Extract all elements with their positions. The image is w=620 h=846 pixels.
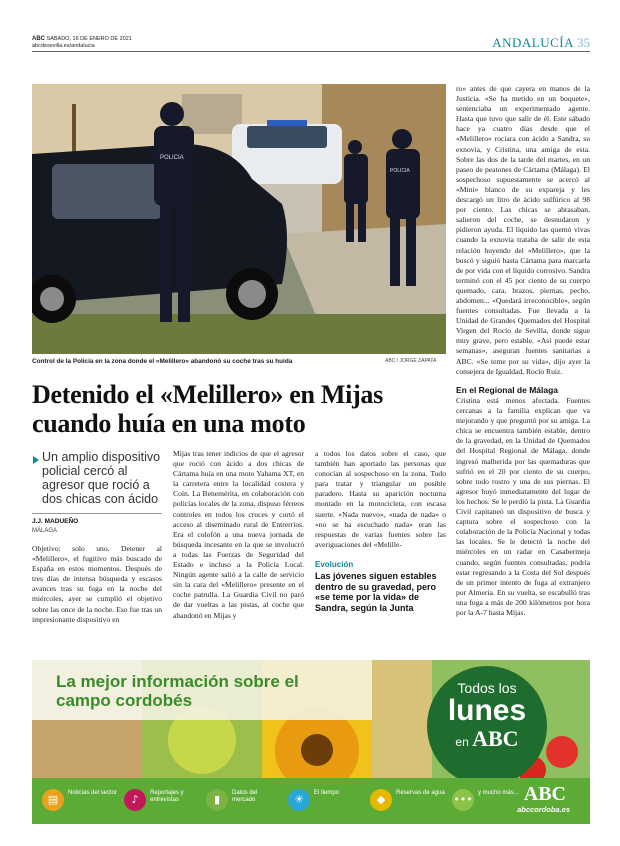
ad-feature-label: Reservas de agua [396,790,445,796]
ad-title: La mejor información sobre el campo cordobés [56,672,299,710]
header-divider [32,51,590,52]
article-byline: J.J. MADUEÑO [32,518,79,525]
ad-feature-item [40,786,118,816]
ad-brand-logo: ABC [523,783,566,805]
byline-divider [32,513,162,514]
chart-icon: ▮ [206,789,228,811]
ad-feature-label: El tiempo [314,790,340,796]
subheadline-marker-icon [33,456,39,464]
ad-feature-bar [32,778,590,824]
ad-badge-en: en [455,735,469,749]
ad-feature-label: y mucho más... [478,790,519,796]
issue-date: SÁBADO, 16 DE ENERO DE 2021 [46,36,132,42]
section-title: ANDALUCÍA [492,35,574,50]
article-dateline: MÁLAGA [32,528,58,534]
article-column-1: Objetivo: solo uno. Detener al «Melillero», el fugitivo más buscado de España en estos momentos. Después de tres días de intensa búsqueda y escasos avances tras su fuga en la noche del miércoles, ayer se cumplió el objetivo sobre las once de la noche. Eso fue tras un impresionante dispositivo en [32,544,162,624]
ad-feature-item [286,786,364,816]
article-headline: Detenido el «Melillero» en Mijas cuando huía en una moto [32,380,383,438]
ad-badge-brand: ABC [472,726,519,751]
ad-feature-item [368,786,446,816]
weather-icon: ☀ [288,789,310,811]
microphone-icon: ♪ [124,789,146,811]
page-number: 35 [577,35,590,50]
ad-feature-label: Noticias del sector [68,790,118,796]
article-column-2: Mijas tras tener indicios de que el agresor que roció con ácido a dos chicas de Cártama huía en una moto Yahama XT, en la carretera entre la localidad costera y Coín. La Benemérita, en colaboración con policías locales de la zona, dispuso férreos controles en todos los cruces y cortó el acceso al diseminado rural de Entrerríos. Era el colofón a una nueva jornada de búsqueda incesante en la que se involucró a todas las Fuerzas de Seguridad del Estado e incluso a la Policía Local. Ningún agente salió a la calle de servicio sin la cara del «Melillero» presente en el coche patrulla. La Guardia Civil no paró de dar vueltas a las pistas, al coche que abandonó en Mijas y [173,449,304,620]
newspaper-icon: ▤ [42,789,64,811]
ad-badge [427,666,547,786]
svg-text:POLICIA: POLICIA [160,155,184,161]
ad-badge-top: Todos los [457,680,517,696]
article-subheadline: Un amplio dispositivo policial cercó al agresor que roció a dos chicas con ácido [42,450,161,506]
ad-feature-label: Reportajes y entrevistas [150,790,184,803]
photo-credit: ABC / JORGE ZAPATA [385,358,437,364]
ad-feature-item [122,786,200,816]
advertisement[interactable] [32,660,590,824]
photo-caption: Control de la Policía en la zona donde el «Melillero» abandonó su coche tras su huida [32,358,293,365]
masthead-info [32,36,132,50]
ad-feature-label: Datos del mercado [232,790,258,803]
water-icon: ◆ [370,789,392,811]
publication-name: ABC [32,36,45,42]
police-scene-illustration [32,84,446,354]
more-icon: ••• [452,789,474,811]
sidebar-label: Evolución [315,560,354,569]
ad-url[interactable]: abccordoba.es [517,805,570,814]
website-link[interactable]: abcdesevilla.es/andalucia [32,43,95,49]
article-column-4: ro» antes de que cayera en manos de la Justicia. «Se ha metido en un boquete», sentenciaba un experimentado agente. Hasta que tuvo que salir de él. Este sábado hace ya cuatro días desde que el «Melillero» rociara con ácido a Sandra, su exnovia, y Cristina, una amiga de esta. Sobre las dos de la tarde del martes, en un paseo de peatones de Cártama (Málaga). El sospechoso supuestamente se acercó al «Mini» blanco de su expareja y les descargó un litro de ácido sulfúrico al 98 por ciento. Las chicas se abrasaban, salieron del coche, se desnudaron y pidieron ayuda. El líquido las quemó vivas cuando la exnovia trataba de salir de esta relación huyendo del «Melillero», que la buscó y siguió hasta Cártama para marcarla de por vida con el líquido corrosivo. Sandra terminó con el 45 por ciento de su cuerpo quemado, cara, brazos, piernas, pecho, abdomen... «Quedará irreconocible», según fuentes consultadas. Fue llevada a la Unidad de Grandes Quemados del Hospital Virgen del Rocío de Sevilla, donde sigue muy grave, pero estable. «Así puede estar semanas», aseguran fuentes sanitarias a ABC. «Se teme por su vida», dijo ayer la consejera de Igualdad, Rocío Ruiz. [456,84,590,376]
news-photo [32,84,446,354]
article-column-3: a todos los datos sobre el caso, que también han aportado las personas que conocían al sospechoso en la zona. Todo para tratar y triangular un posible paradero. Hasta su aparición nocturna montado en la motocicleta, con escasa suerte. «Nada nuevo», «nada de nada» o «no se ha escuchado nada» eran las respuestas de varias fuentes sobre las averiguaciones del «Melille- [315,449,446,549]
sidebar-headline: Las jóvenes siguen estables dentro de su gravedad, pero «se teme por la vida» de Sandra, según la Junta [315,571,437,613]
article-intertitle: En el Regional de Málaga [456,385,559,395]
svg-text:POLICIA: POLICIA [390,168,410,174]
article-column-4-continued: Cristina está menos afectada. Fuentes cercanas a la familia explican que va mejorando y que preguntó por su amiga. La chica se encuentra también estable, dentro de la gravedad, en la Unidad de Quemados del Hospital Regional de Málaga, donde ingresó malherida por las quemaduras que sufrió en el 20 por ciento de su cuerpo, sobre todo rostro y una de sus piernas. El agresor huyó inmediatamente del lugar de los hechos. Se le perdió la pista. La Guardia Civil capitaneó un dispositivo de busca y captura sobre el sospechoso con la colaboración de la Policía Nacional y todas las locales. Se le detectó la noche del miércoles en un radar en Casabermeja cuando, según fuentes consultadas, podría estar regresando a la Costa del Sol después de un primer intento de fuga al extranjero por Almería. En su vuelta, se escabulló tras una fuga a más de 200 kilómetros por hora por la A-7 hasta Mijas. [456,396,590,617]
ad-badge-day: lunes [447,694,527,727]
ad-feature-item [204,786,282,816]
